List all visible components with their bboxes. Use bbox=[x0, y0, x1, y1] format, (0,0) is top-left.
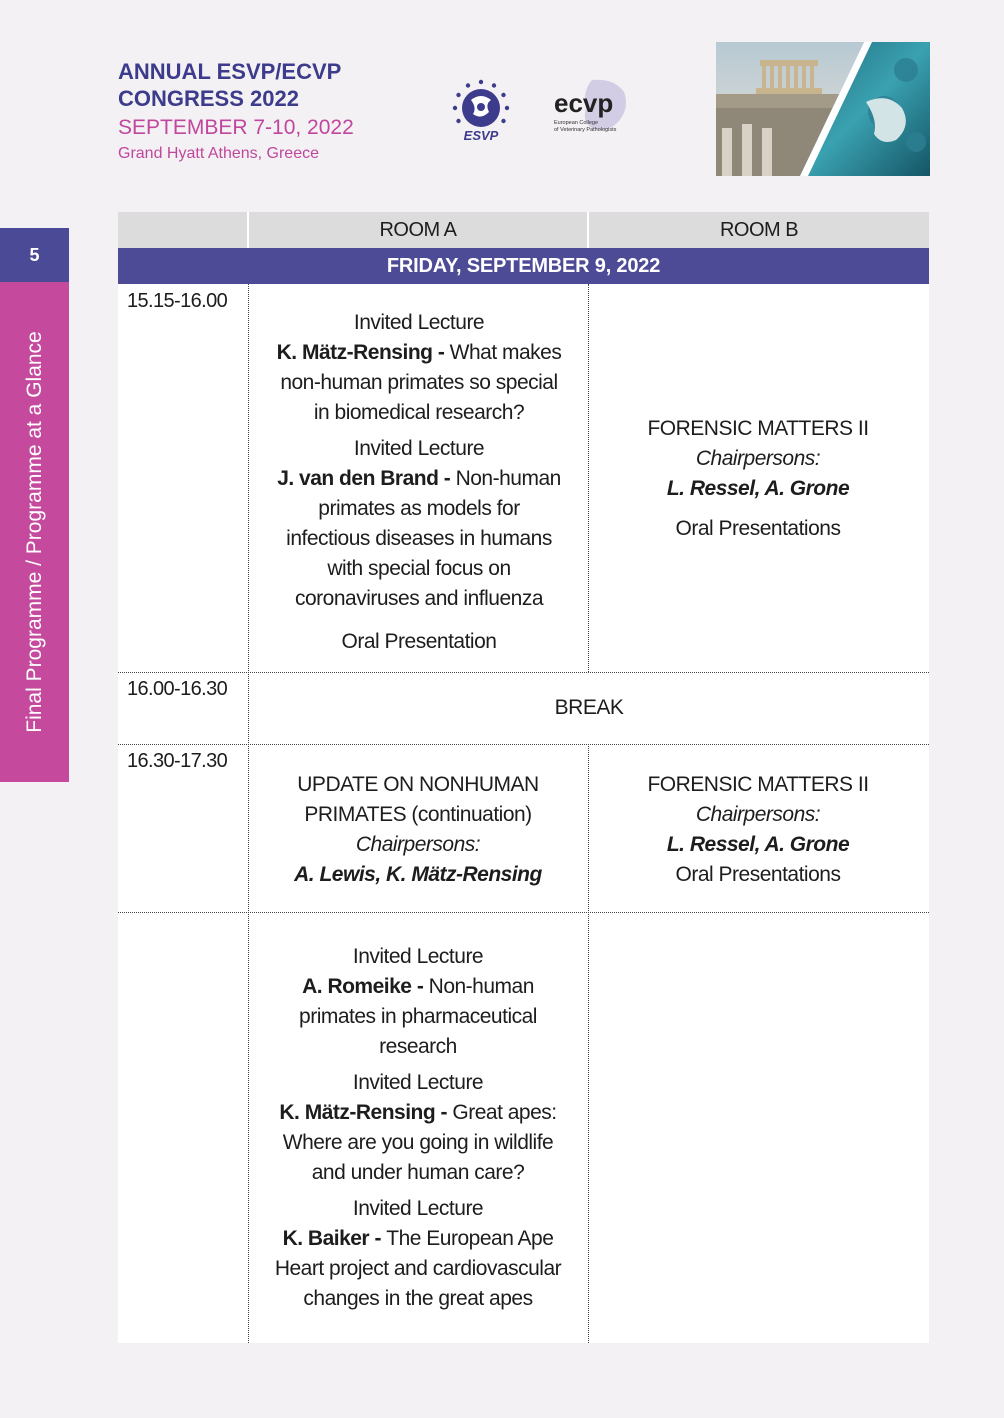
oral-presentations: Oral Presentations bbox=[675, 863, 841, 886]
chair-label: Chairpersons: bbox=[695, 446, 821, 470]
room-header-time bbox=[118, 212, 249, 248]
lecture-title: Non-human primates as models for infectious diseases in humans with special focus on coronaviruses and influenza bbox=[286, 466, 561, 610]
lecture-block bbox=[268, 1068, 568, 1188]
speaker-name: K. Baiker bbox=[282, 1227, 370, 1250]
column-divider bbox=[588, 744, 589, 1343]
room-b-cell bbox=[598, 290, 918, 670]
lecture-label: Invited Lecture bbox=[353, 436, 485, 460]
chair-names: L. Ressel, A. Grone bbox=[666, 476, 850, 500]
svg-text:European College: European College bbox=[554, 120, 599, 126]
room-header-b: ROOM B bbox=[719, 218, 799, 241]
speaker-name: K. Mätz-Rensing bbox=[279, 1101, 436, 1124]
room-a-cell bbox=[274, 302, 564, 662]
chair-label: Chairpersons: bbox=[355, 833, 481, 856]
time-slot: 16.00-16.30 bbox=[127, 678, 228, 700]
lecture-label: Invited Lecture bbox=[352, 1197, 484, 1220]
session-title: FORENSIC MATTERS II bbox=[647, 416, 869, 440]
congress-dates: SEPTEMBER 7-10, 2022 bbox=[118, 116, 354, 139]
speaker-name: K. Mätz-Rensing bbox=[276, 340, 433, 364]
lecture-text: K. Mätz-Rensing - Great apes: Where are you going in wildlife and under human care? bbox=[279, 1101, 557, 1184]
ecvp-logo bbox=[552, 78, 630, 140]
svg-text:ESVP: ESVP bbox=[463, 128, 499, 142]
lecture-text: A. Romeike - Non-human primates in pharmaceutical research bbox=[299, 975, 537, 1058]
lecture-title: Great apes: Where are you going in wildlife and under human care? bbox=[282, 1101, 557, 1184]
svg-text:ecvp: ecvp bbox=[554, 88, 614, 118]
lecture-block bbox=[274, 434, 564, 614]
congress-title-line2: CONGRESS 2022 bbox=[118, 86, 299, 111]
room-header-a: ROOM A bbox=[249, 212, 589, 248]
svg-text:of Veterinary Pathologists: of Veterinary Pathologists bbox=[554, 127, 617, 133]
day-header: FRIDAY, SEPTEMBER 9, 2022 bbox=[118, 248, 929, 284]
congress-title-line1: ANNUAL ESVP/ECVP bbox=[118, 59, 342, 84]
page-number: 5 bbox=[0, 228, 69, 282]
lecture-text: K. Baiker - The European Ape Heart project and cardiovascular changes in the great apes bbox=[274, 1227, 562, 1310]
oral-presentation: Oral Presentation bbox=[341, 629, 497, 653]
break-cell bbox=[249, 676, 929, 740]
lecture-text: K. Mätz-Rensing - What makes non-human primates so special in biomedical research? bbox=[276, 340, 562, 424]
lecture-block bbox=[274, 308, 564, 428]
time-slot: 16.30-17.30 bbox=[127, 750, 228, 772]
chair-label: Chairpersons: bbox=[695, 803, 821, 826]
row-divider bbox=[118, 672, 929, 673]
lecture-text: J. van den Brand - Non-human primates as models for infectious diseases in humans with special focus on coronaviruses and influenza bbox=[277, 466, 561, 610]
oral-presentations: Oral Presentations bbox=[675, 516, 841, 540]
time-slot: 15.15-16.00 bbox=[127, 290, 228, 312]
room-b-cell bbox=[598, 752, 918, 908]
lecture-label: Invited Lecture bbox=[353, 310, 485, 334]
speaker-name: J. van den Brand bbox=[277, 466, 439, 490]
column-divider bbox=[588, 284, 589, 672]
session-title: FORENSIC MATTERS II bbox=[647, 773, 869, 796]
room-a-cell bbox=[268, 938, 568, 1318]
row-divider bbox=[118, 912, 929, 913]
programme-table bbox=[118, 212, 929, 1343]
lecture-label: Invited Lecture bbox=[352, 945, 484, 968]
session-title-line1: UPDATE ON NONHUMAN bbox=[297, 773, 539, 796]
header-photo-collage bbox=[716, 42, 930, 176]
lecture-title: The European Ape Heart project and cardiovascular changes in the great apes bbox=[274, 1227, 562, 1310]
section-label: Final Programme / Programme at a Glance bbox=[23, 331, 46, 733]
session-title-line2: PRIMATES (continuation) bbox=[304, 803, 532, 826]
row-divider bbox=[118, 744, 929, 745]
speaker-name: A. Romeike bbox=[302, 975, 412, 998]
room-header-row bbox=[118, 212, 929, 248]
lecture-label: Invited Lecture bbox=[352, 1071, 484, 1094]
room-a-cell bbox=[258, 752, 578, 908]
congress-title bbox=[118, 58, 341, 112]
congress-venue: Grand Hyatt Athens, Greece bbox=[118, 145, 319, 162]
lecture-title: What makes non-human primates so special in biomedical research? bbox=[280, 340, 562, 424]
lecture-title: Non-human primates in pharmaceutical research bbox=[299, 975, 537, 1058]
esvp-logo bbox=[449, 78, 513, 142]
chair-names: A. Lewis, K. Mätz-Rensing bbox=[294, 863, 542, 886]
lecture-block bbox=[268, 942, 568, 1062]
column-divider bbox=[248, 284, 249, 1343]
chair-names: L. Ressel, A. Grone bbox=[666, 833, 850, 856]
break-label: BREAK bbox=[554, 696, 624, 719]
lecture-block bbox=[268, 1194, 568, 1314]
